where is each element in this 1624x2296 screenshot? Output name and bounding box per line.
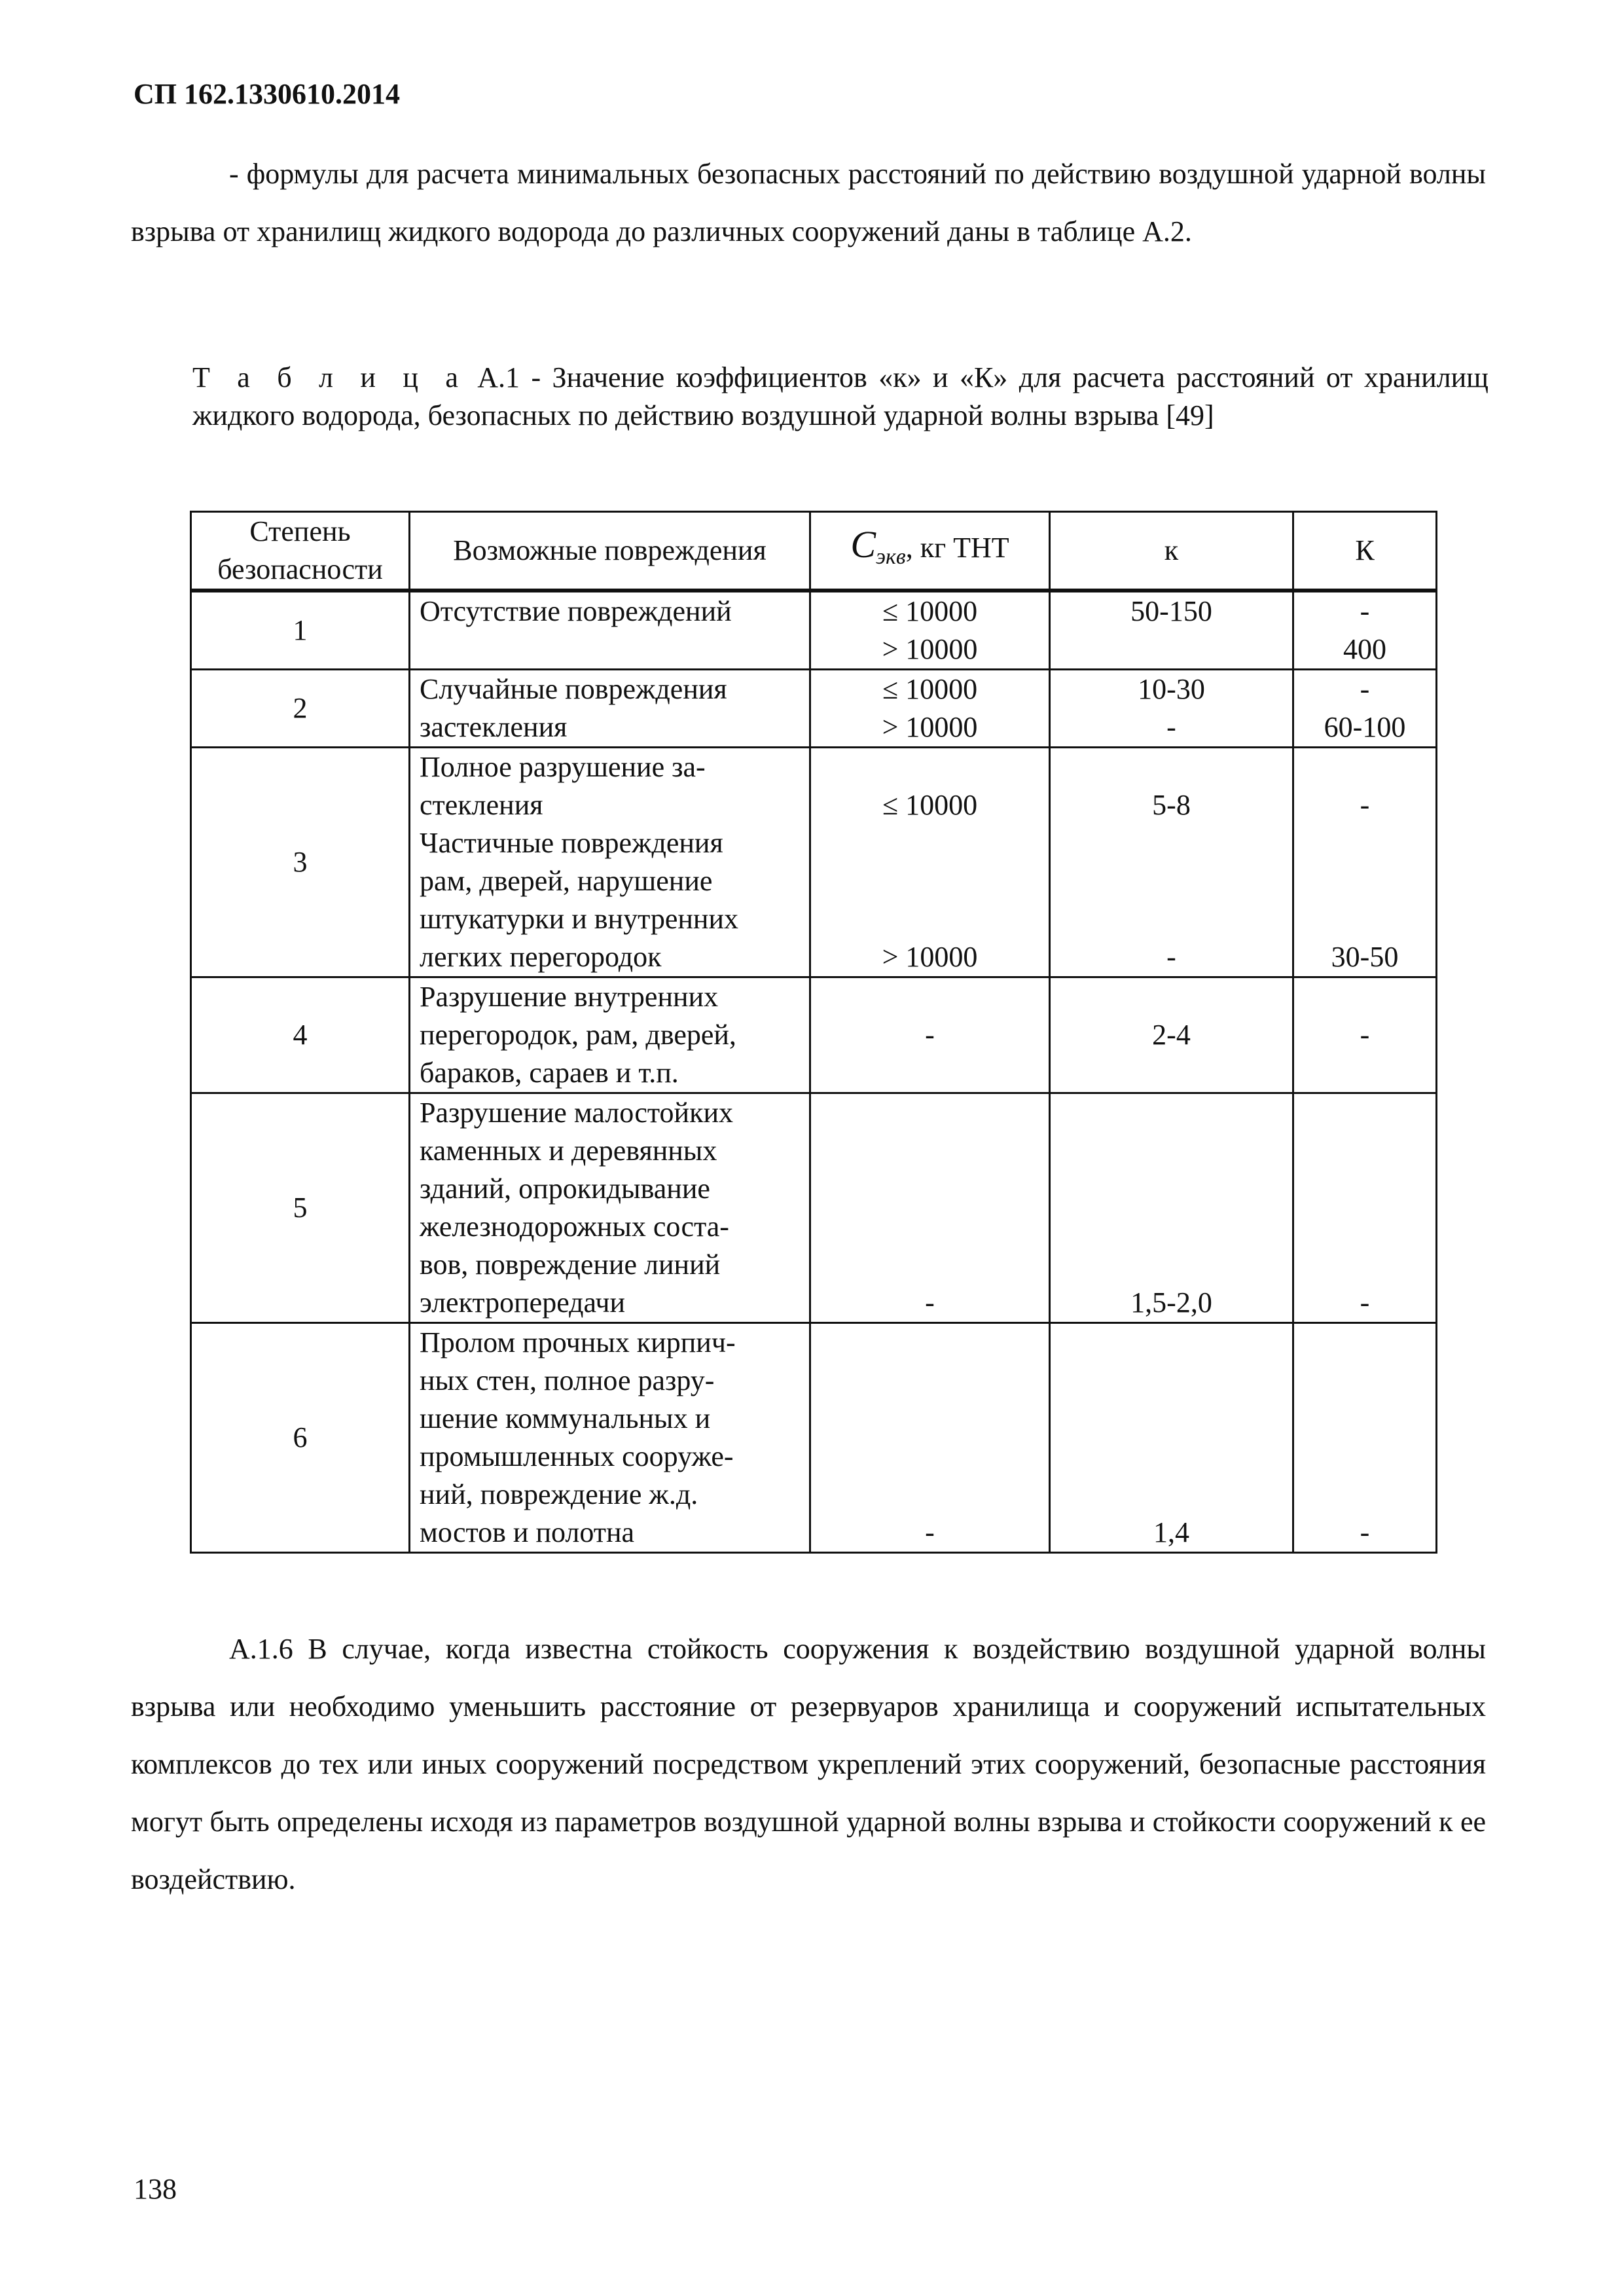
k-capital-cell-line: - — [1360, 1516, 1370, 1548]
k-capital-cell-line — [1303, 824, 1426, 862]
k-capital-cell-line: - — [1360, 595, 1370, 627]
charge-cell-line — [820, 1094, 1039, 1132]
k-small-cell — [1050, 977, 1293, 1093]
k-small-cell-line — [1060, 1438, 1283, 1476]
charge-cell-line — [820, 748, 1039, 786]
damage-cell-line: зданий, опрокидывание — [420, 1173, 710, 1205]
table-row — [191, 1323, 1437, 1553]
k-small-cell-line — [1060, 630, 1283, 668]
charge-cell — [810, 977, 1050, 1093]
charge-cell-line: ≤ 10000 — [882, 673, 978, 705]
damage-cell-line: перегородок, рам, дверей, — [420, 1019, 736, 1051]
header-c-subscript: экв — [876, 544, 906, 569]
intro-paragraph — [131, 145, 1486, 261]
charge-cell-line — [820, 1170, 1039, 1208]
damage-cell-line: штукатурки и внутренних — [420, 903, 739, 935]
charge-cell — [810, 591, 1050, 670]
k-small-cell-line — [1060, 900, 1283, 938]
charge-cell-line: - — [925, 1516, 935, 1548]
header-equivalent-charge — [810, 512, 1050, 591]
charge-cell-line: > 10000 — [882, 711, 978, 743]
k-small-cell-line — [1060, 1094, 1283, 1132]
damage-cell-line: легких перегородок — [420, 941, 662, 973]
k-capital-cell-line: 60-100 — [1324, 711, 1406, 743]
k-capital-cell — [1293, 591, 1437, 670]
charge-cell-line: - — [925, 1019, 935, 1051]
damage-cell-line: Полное разрушение за- — [420, 751, 706, 783]
k-capital-cell-line — [1303, 900, 1426, 938]
k-capital-cell-line: 400 — [1343, 633, 1386, 665]
k-small-cell-line: 5-8 — [1152, 789, 1191, 821]
damage-cell-line: электропередачи — [420, 1286, 625, 1319]
table-row — [191, 1093, 1437, 1323]
k-capital-cell — [1293, 1093, 1437, 1323]
k-small-cell-line: - — [1166, 711, 1176, 743]
table-caption — [192, 359, 1489, 435]
k-capital-cell — [1293, 1323, 1437, 1553]
damage-cell-line: промышленных сооруже- — [420, 1440, 734, 1472]
damage-cell — [410, 1323, 810, 1553]
k-capital-cell-line: - — [1360, 673, 1370, 705]
k-capital-cell-line — [1303, 1246, 1426, 1284]
table-caption-text: А.1 - Значение коэффициентов «к» и «К» для расчета расстояний от хранилищ жидкого водорода, безопасных по действию воздушной ударной волны взрыва [49] — [192, 361, 1489, 431]
header-safety-degree-line1: Степень — [249, 515, 351, 547]
k-small-cell-line — [1060, 824, 1283, 862]
k-small-cell-line — [1060, 1054, 1283, 1092]
damage-cell — [410, 977, 810, 1093]
k-capital-cell-line: 30-50 — [1331, 941, 1399, 973]
page-number: 138 — [134, 2173, 177, 2205]
damage-cell-line: рам, дверей, нарушение — [420, 865, 713, 897]
k-small-cell-line — [1060, 1362, 1283, 1400]
k-small-cell-line: 1,4 — [1153, 1516, 1189, 1548]
damage-cell-line: Разрушение малостойких — [420, 1097, 733, 1129]
header-safety-degree-line2: безопасности — [217, 553, 383, 585]
charge-cell — [810, 670, 1050, 748]
k-small-cell — [1050, 670, 1293, 748]
table-row — [191, 748, 1437, 977]
k-small-cell-line — [1060, 978, 1283, 1016]
coefficients-table — [190, 511, 1437, 1554]
table-row — [191, 977, 1437, 1093]
header-k-capital: К — [1293, 512, 1437, 591]
k-small-cell-line — [1060, 1132, 1283, 1170]
k-small-cell-line: 10-30 — [1138, 673, 1205, 705]
k-small-cell — [1050, 748, 1293, 977]
section-a16-text: А.1.6 В случае, когда известна стойкость сооружения к воздействию воздушной ударной волны взрыва или необходимо уменьшить расстояние от резервуаров хранилища и сооружений испытательных комплексов до тех или иных сооружений посредством укреплений этих сооружений, безопасные расстояния могут быть определены исходя из параметров воздушной ударной волны взрыва и стойкости сооружений к ее воздействию. — [131, 1633, 1486, 1895]
damage-cell-line: стекления — [420, 789, 543, 821]
k-small-cell-line: 50-150 — [1130, 595, 1212, 627]
charge-cell-line — [820, 1208, 1039, 1246]
charge-cell-line — [820, 1054, 1039, 1092]
safety-degree-cell: 1 — [191, 591, 410, 670]
damage-cell — [410, 591, 810, 670]
k-small-cell-line: 2-4 — [1152, 1019, 1191, 1051]
charge-cell-line — [820, 862, 1039, 900]
section-a16-paragraph — [131, 1620, 1486, 1908]
damage-cell-line: мостов и полотна — [420, 1516, 635, 1548]
table-header-row — [191, 512, 1437, 591]
header-safety-degree — [191, 512, 410, 591]
safety-degree-cell: 2 — [191, 670, 410, 748]
damage-cell-line: бараков, сараев и т.п. — [420, 1057, 679, 1089]
charge-cell-line — [820, 1476, 1039, 1514]
k-small-cell-line: - — [1166, 941, 1176, 973]
damage-cell — [410, 1093, 810, 1323]
k-small-cell — [1050, 1093, 1293, 1323]
charge-cell-line — [820, 900, 1039, 938]
charge-cell-line: - — [925, 1286, 935, 1319]
k-capital-cell-line — [1303, 978, 1426, 1016]
table-body — [191, 591, 1437, 1553]
damage-cell-line — [420, 630, 800, 668]
charge-cell-line — [820, 1132, 1039, 1170]
k-capital-cell-line — [1303, 1170, 1426, 1208]
table-row — [191, 591, 1437, 670]
safety-degree-cell: 4 — [191, 977, 410, 1093]
k-capital-cell-line — [1303, 1208, 1426, 1246]
k-capital-cell-line — [1303, 1094, 1426, 1132]
damage-cell — [410, 670, 810, 748]
k-small-cell-line — [1060, 1246, 1283, 1284]
charge-cell-line: ≤ 10000 — [882, 789, 978, 821]
k-capital-cell-line — [1303, 1476, 1426, 1514]
damage-cell-line: Случайные повреждения — [420, 673, 727, 705]
charge-cell-line: ≤ 10000 — [882, 595, 978, 627]
charge-cell — [810, 1093, 1050, 1323]
charge-cell-line — [820, 824, 1039, 862]
charge-cell-line — [820, 1246, 1039, 1284]
document-code: СП 162.1330610.2014 — [134, 78, 400, 110]
charge-cell-line — [820, 1438, 1039, 1476]
damage-cell-line: Пролом прочных кирпич- — [420, 1326, 736, 1358]
header-c-symbol: C — [850, 522, 876, 566]
k-small-cell-line — [1060, 1476, 1283, 1514]
intro-text: - формулы для расчета минимальных безопасных расстояний по действию воздушной ударной волны взрыва от хранилищ жидкого водорода до различных сооружений даны в таблице А.2. — [131, 158, 1486, 247]
damage-cell-line: Отсутствие повреждений — [420, 595, 732, 627]
damage-cell-line: застекления — [420, 711, 568, 743]
safety-degree-cell: 3 — [191, 748, 410, 977]
damage-cell-line: Частичные повреждения — [420, 827, 723, 859]
k-small-cell — [1050, 1323, 1293, 1553]
k-small-cell-line — [1060, 1324, 1283, 1362]
k-capital-cell — [1293, 977, 1437, 1093]
k-capital-cell-line — [1303, 1054, 1426, 1092]
k-capital-cell-line — [1303, 1438, 1426, 1476]
k-capital-cell-line — [1303, 1324, 1426, 1362]
charge-cell-line: > 10000 — [882, 633, 978, 665]
header-k-small: к — [1050, 512, 1293, 591]
k-capital-cell-line — [1303, 1132, 1426, 1170]
k-capital-cell-line: - — [1360, 1019, 1370, 1051]
damage-cell-line: шение коммунальных и — [420, 1402, 711, 1434]
damage-cell-line: ных стен, полное разру- — [420, 1364, 715, 1396]
charge-cell-line — [820, 1400, 1039, 1438]
charge-cell-line — [820, 1362, 1039, 1400]
k-small-cell-line — [1060, 862, 1283, 900]
k-capital-cell — [1293, 670, 1437, 748]
damage-cell-line: железнодорожных соста- — [420, 1211, 729, 1243]
k-capital-cell-line — [1303, 748, 1426, 786]
table-caption-label: Т а б л и ц а — [192, 361, 466, 393]
safety-degree-cell: 5 — [191, 1093, 410, 1323]
safety-degree-cell: 6 — [191, 1323, 410, 1553]
charge-cell-line: > 10000 — [882, 941, 978, 973]
header-c-unit: , кг ТНТ — [905, 531, 1009, 564]
k-capital-cell-line: - — [1360, 1286, 1370, 1319]
k-small-cell-line — [1060, 1400, 1283, 1438]
k-capital-cell — [1293, 748, 1437, 977]
k-capital-cell-line — [1303, 862, 1426, 900]
damage-cell-line: каменных и деревянных — [420, 1135, 717, 1167]
charge-cell-line — [820, 978, 1039, 1016]
table-row — [191, 670, 1437, 748]
k-capital-cell-line — [1303, 1400, 1426, 1438]
damage-cell — [410, 748, 810, 977]
damage-cell-line: ний, повреждение ж.д. — [420, 1478, 698, 1510]
header-possible-damage: Возможные повреждения — [410, 512, 810, 591]
damage-cell-line: Разрушение внутренних — [420, 981, 719, 1013]
k-small-cell-line: 1,5-2,0 — [1130, 1286, 1212, 1319]
k-small-cell-line — [1060, 748, 1283, 786]
k-capital-cell-line: - — [1360, 789, 1370, 821]
k-small-cell-line — [1060, 1170, 1283, 1208]
k-small-cell — [1050, 591, 1293, 670]
charge-cell — [810, 1323, 1050, 1553]
k-capital-cell-line — [1303, 1362, 1426, 1400]
charge-cell — [810, 748, 1050, 977]
k-small-cell-line — [1060, 1208, 1283, 1246]
charge-cell-line — [820, 1324, 1039, 1362]
damage-cell-line: вов, повреждение линий — [420, 1248, 721, 1281]
